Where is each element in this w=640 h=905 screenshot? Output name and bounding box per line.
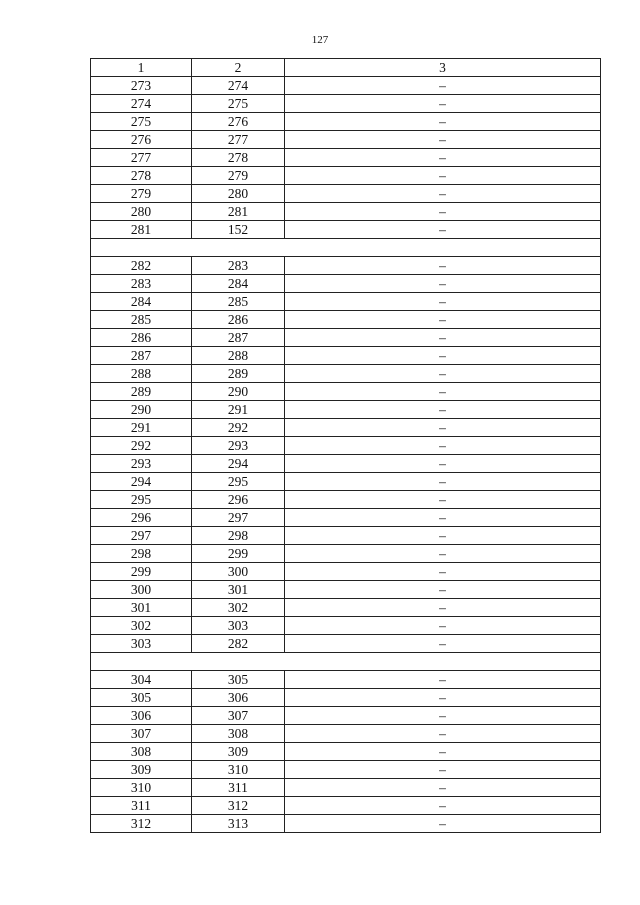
table-cell: – — [285, 167, 601, 185]
header-cell: 2 — [192, 59, 285, 77]
header-cell: 3 — [285, 59, 601, 77]
table-cell: 298 — [91, 545, 192, 563]
table-cell: 281 — [91, 221, 192, 239]
table-row — [91, 221, 601, 239]
table-cell: – — [285, 599, 601, 617]
table-cell: 312 — [91, 815, 192, 833]
table-cell: – — [285, 725, 601, 743]
table-row — [91, 761, 601, 779]
table-cell: – — [285, 779, 601, 797]
data-table — [90, 58, 601, 833]
table-row — [91, 365, 601, 383]
table-row — [91, 491, 601, 509]
table-cell: 299 — [192, 545, 285, 563]
table-cell: – — [285, 293, 601, 311]
table-cell: – — [285, 113, 601, 131]
table-cell: 301 — [91, 599, 192, 617]
table-row — [91, 149, 601, 167]
table-row — [91, 95, 601, 113]
table-row — [91, 509, 601, 527]
table-cell: 310 — [192, 761, 285, 779]
table-cell: 276 — [192, 113, 285, 131]
table-cell: 287 — [192, 329, 285, 347]
table-row — [91, 329, 601, 347]
table-cell: – — [285, 455, 601, 473]
table-cell: – — [285, 95, 601, 113]
table-cell: 310 — [91, 779, 192, 797]
table-cell: – — [285, 707, 601, 725]
table-cell: 284 — [91, 293, 192, 311]
table-cell: 288 — [91, 365, 192, 383]
table-cell: 307 — [192, 707, 285, 725]
table-cell: 307 — [91, 725, 192, 743]
table-row — [91, 455, 601, 473]
table-row — [91, 401, 601, 419]
table-row — [91, 671, 601, 689]
table-cell: 306 — [91, 707, 192, 725]
table-row — [91, 527, 601, 545]
table-cell: 300 — [91, 581, 192, 599]
table-cell: 292 — [192, 419, 285, 437]
table-cell: 152 — [192, 221, 285, 239]
table-cell: – — [285, 761, 601, 779]
table-cell: 293 — [91, 455, 192, 473]
table-cell: 279 — [91, 185, 192, 203]
table-cell: 297 — [192, 509, 285, 527]
table-cell: – — [285, 491, 601, 509]
header-row — [91, 59, 601, 77]
table-cell: 274 — [192, 77, 285, 95]
table-cell: – — [285, 581, 601, 599]
table-cell: 288 — [192, 347, 285, 365]
table-cell: 273 — [91, 77, 192, 95]
table-row — [91, 311, 601, 329]
table-row — [91, 545, 601, 563]
table-cell: 304 — [91, 671, 192, 689]
table-row — [91, 599, 601, 617]
table-cell: 277 — [91, 149, 192, 167]
table-cell: 293 — [192, 437, 285, 455]
table-cell: – — [285, 689, 601, 707]
table-cell: 274 — [91, 95, 192, 113]
table-cell: 291 — [91, 419, 192, 437]
table-cell: 277 — [192, 131, 285, 149]
table-cell: 287 — [91, 347, 192, 365]
table-cell: 284 — [192, 275, 285, 293]
table-cell: – — [285, 329, 601, 347]
table-row — [91, 275, 601, 293]
table-cell: – — [285, 527, 601, 545]
table-cell: – — [285, 221, 601, 239]
table-cell: – — [285, 185, 601, 203]
table-cell: 280 — [192, 185, 285, 203]
table-row — [91, 167, 601, 185]
table-cell: – — [285, 257, 601, 275]
table-row — [91, 185, 601, 203]
table-row — [91, 797, 601, 815]
table-cell: 285 — [192, 293, 285, 311]
table-cell: 309 — [91, 761, 192, 779]
table-cell: – — [285, 275, 601, 293]
table-cell: 303 — [192, 617, 285, 635]
table-row — [91, 617, 601, 635]
table-cell: 290 — [91, 401, 192, 419]
table-cell: 296 — [192, 491, 285, 509]
table-cell: – — [285, 473, 601, 491]
table-cell: 303 — [91, 635, 192, 653]
table-row — [91, 383, 601, 401]
table-cell: 296 — [91, 509, 192, 527]
table-cell: 275 — [192, 95, 285, 113]
table-row — [91, 293, 601, 311]
table-cell: – — [285, 815, 601, 833]
table-row — [91, 581, 601, 599]
table-cell: – — [285, 311, 601, 329]
group-separator-row — [91, 239, 601, 257]
table-cell: 308 — [91, 743, 192, 761]
table-row — [91, 347, 601, 365]
table-cell: – — [285, 131, 601, 149]
table-cell: 294 — [192, 455, 285, 473]
table-row — [91, 725, 601, 743]
table-cell: 276 — [91, 131, 192, 149]
table-row — [91, 779, 601, 797]
table-row — [91, 131, 601, 149]
table-cell: – — [285, 563, 601, 581]
table-cell: 297 — [91, 527, 192, 545]
table-cell: – — [285, 149, 601, 167]
table-cell: 283 — [192, 257, 285, 275]
table-cell: – — [285, 671, 601, 689]
table-cell: – — [285, 617, 601, 635]
table-cell: 295 — [91, 491, 192, 509]
table-cell: – — [285, 545, 601, 563]
table-cell: 305 — [91, 689, 192, 707]
table-cell: 312 — [192, 797, 285, 815]
table-cell: 289 — [192, 365, 285, 383]
table-cell: – — [285, 383, 601, 401]
table-row — [91, 707, 601, 725]
table-cell: 285 — [91, 311, 192, 329]
table-row — [91, 743, 601, 761]
table-cell: – — [285, 347, 601, 365]
table-cell: 306 — [192, 689, 285, 707]
table-cell: 286 — [91, 329, 192, 347]
table-cell: – — [285, 509, 601, 527]
table-cell: 299 — [91, 563, 192, 581]
table-row — [91, 203, 601, 221]
table-cell: 313 — [192, 815, 285, 833]
table-cell: – — [285, 401, 601, 419]
table-cell: 291 — [192, 401, 285, 419]
table-cell: 302 — [192, 599, 285, 617]
table-cell: – — [285, 797, 601, 815]
table-cell: – — [285, 635, 601, 653]
table-cell: 311 — [91, 797, 192, 815]
table-body — [91, 59, 601, 833]
table-cell: 281 — [192, 203, 285, 221]
table-cell: 290 — [192, 383, 285, 401]
table-cell: 308 — [192, 725, 285, 743]
table-cell: – — [285, 743, 601, 761]
table-cell: – — [285, 365, 601, 383]
table-cell: 302 — [91, 617, 192, 635]
table-cell: 278 — [192, 149, 285, 167]
table-cell: 282 — [192, 635, 285, 653]
separator-cell — [91, 239, 601, 257]
table-cell: – — [285, 437, 601, 455]
table-row — [91, 689, 601, 707]
table-row — [91, 815, 601, 833]
table-cell: 294 — [91, 473, 192, 491]
table-cell: – — [285, 419, 601, 437]
table-cell: 275 — [91, 113, 192, 131]
table-row — [91, 635, 601, 653]
table-cell: 298 — [192, 527, 285, 545]
table-cell: 282 — [91, 257, 192, 275]
group-separator-row — [91, 653, 601, 671]
table-cell: 311 — [192, 779, 285, 797]
page-number: 127 — [311, 34, 329, 46]
table-cell: – — [285, 203, 601, 221]
table-cell: 283 — [91, 275, 192, 293]
table-cell: 295 — [192, 473, 285, 491]
table-row — [91, 473, 601, 491]
table-cell: 300 — [192, 563, 285, 581]
table-cell: – — [285, 77, 601, 95]
table-cell: 309 — [192, 743, 285, 761]
table-cell: 280 — [91, 203, 192, 221]
table-cell: 301 — [192, 581, 285, 599]
table-row — [91, 563, 601, 581]
table-cell: 289 — [91, 383, 192, 401]
header-cell: 1 — [91, 59, 192, 77]
table-row — [91, 419, 601, 437]
table-cell: 279 — [192, 167, 285, 185]
table-row — [91, 77, 601, 95]
table-cell: 278 — [91, 167, 192, 185]
table-row — [91, 437, 601, 455]
table-cell: 292 — [91, 437, 192, 455]
table-cell: 305 — [192, 671, 285, 689]
table-row — [91, 257, 601, 275]
table-row — [91, 113, 601, 131]
separator-cell — [91, 653, 601, 671]
table-cell: 286 — [192, 311, 285, 329]
